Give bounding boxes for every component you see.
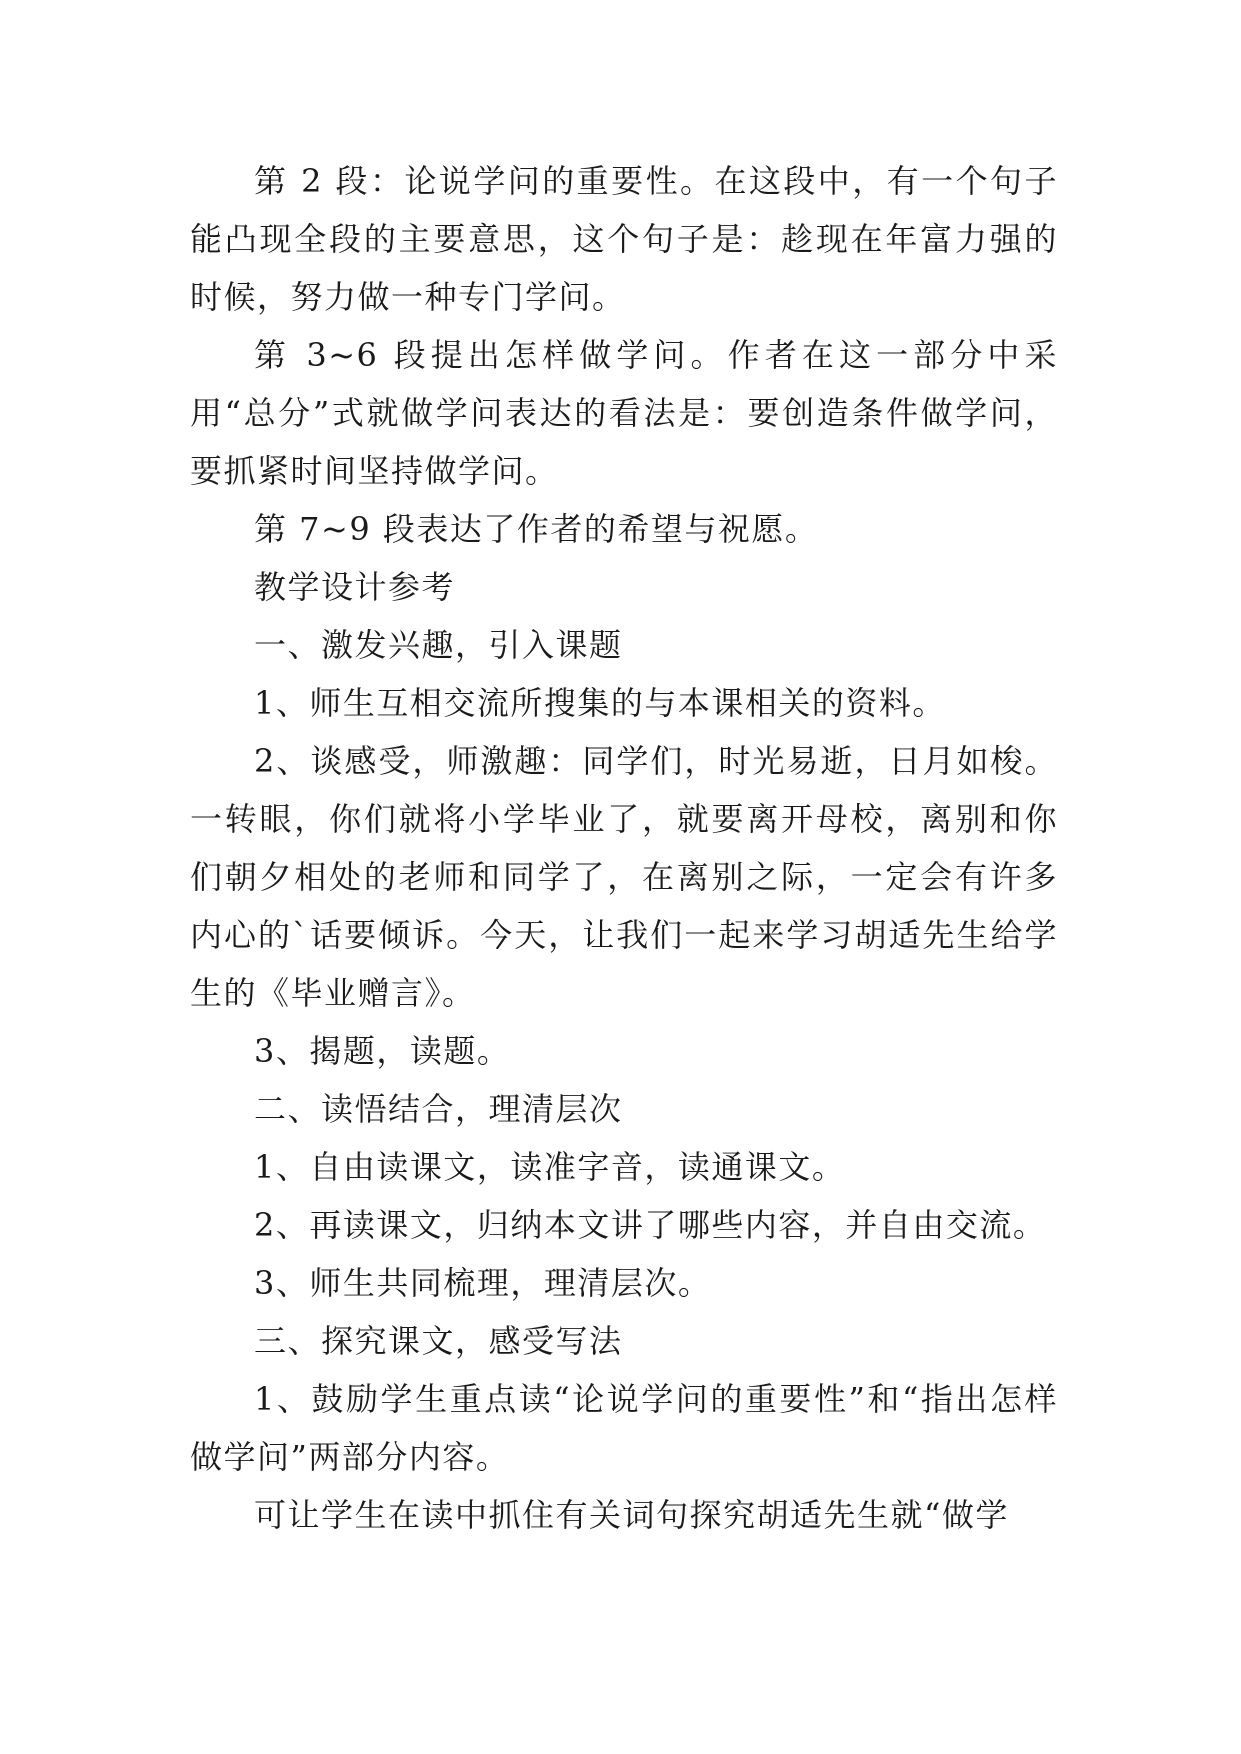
section-heading: 一、激发兴趣，引入课题 xyxy=(254,626,623,664)
paragraph: 2、谈感受，师激趣：同学们，时光易逝，日月如梭。一转眼，你们就将小学毕业了，就要离开母校，离别和你们朝夕相处的老师和同学了，在离别之际，一定会有许多内心的`话要倾诉。今天，让我们一起来学习胡适先生给学生的《毕业赠言》。 xyxy=(190,742,1058,1012)
paragraph: 3、揭题，读题。 xyxy=(254,1032,511,1070)
paragraph: 1、自由读课文，读准字音，读通课文。 xyxy=(254,1148,846,1186)
paragraph: 1、师生互相交流所搜集的与本课相关的资料。 xyxy=(254,684,946,722)
section-heading: 教学设计参考 xyxy=(254,568,456,606)
paragraph: 第 7~9 段表达了作者的希望与祝愿。 xyxy=(254,510,819,548)
section-heading: 三、探究课文，感受写法 xyxy=(254,1322,623,1360)
paragraph: 第 2 段：论说学问的重要性。在这段中，有一个句子能凸现全段的主要意思，这个句子是：趁现在年富力强的时候，努力做一种专门学问。 xyxy=(190,162,1058,316)
document-body xyxy=(190,152,1058,1544)
paragraph: 可让学生在读中抓住有关词句探究胡适先生就“做学 xyxy=(254,1496,1009,1534)
paragraph: 3、师生共同梳理，理清层次。 xyxy=(254,1264,712,1302)
paragraph: 第 3~6 段提出怎样做学问。作者在这一部分中采用“总分”式就做学问表达的看法是：要创造条件做学问，要抓紧时间坚持做学问。 xyxy=(190,336,1058,490)
paragraph: 2、再读课文，归纳本文讲了哪些内容，并自由交流。 xyxy=(254,1206,1047,1244)
paragraph: 1、鼓励学生重点读“论说学问的重要性”和“指出怎样做学问”两部分内容。 xyxy=(190,1380,1058,1476)
section-heading: 二、读悟结合，理清层次 xyxy=(254,1090,623,1128)
